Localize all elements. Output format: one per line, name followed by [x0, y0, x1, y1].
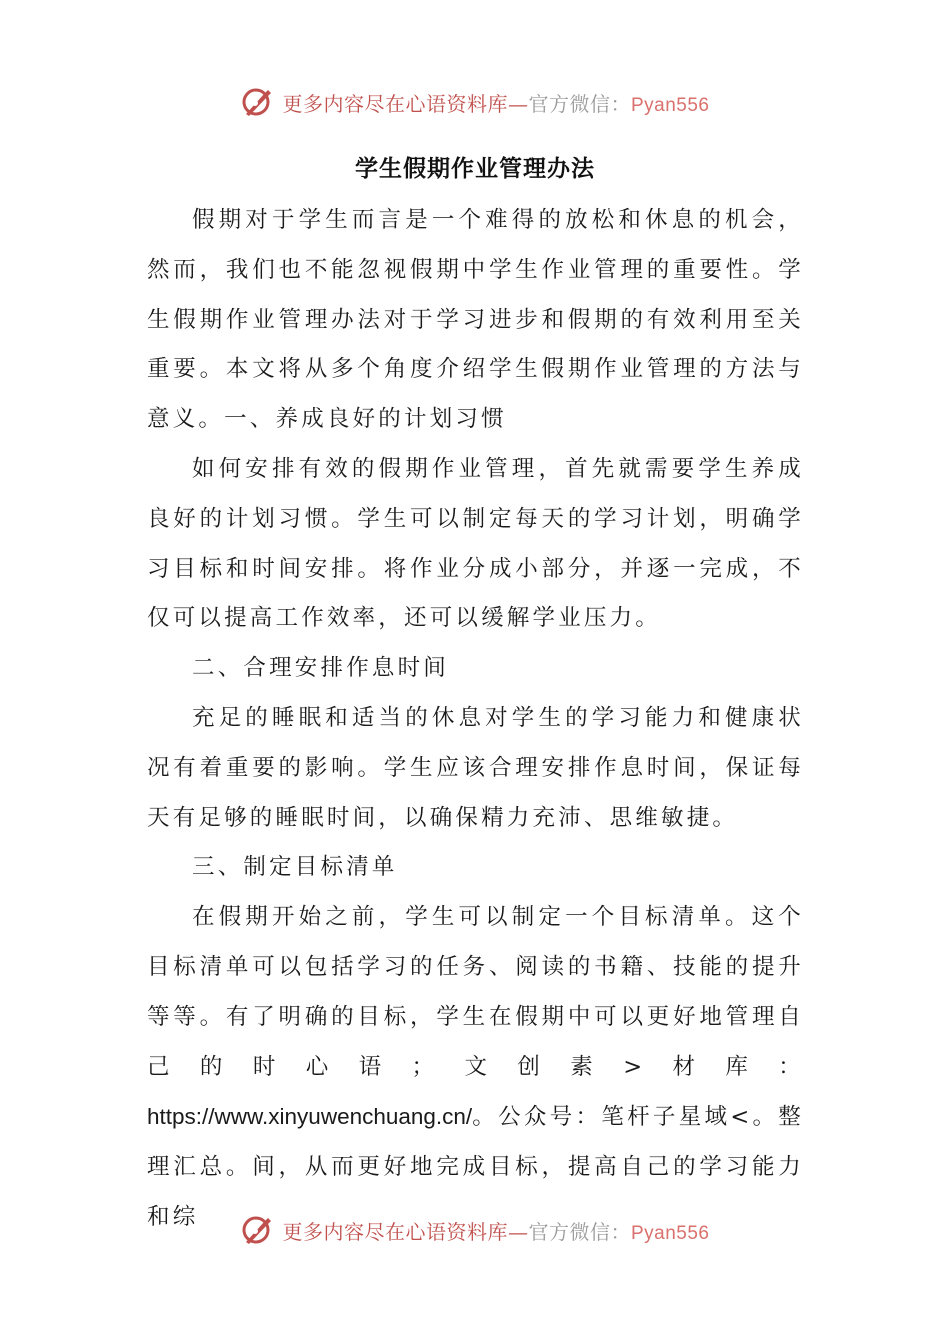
- document-body: [147, 196, 804, 1243]
- banner-wechat-label: 官方微信：: [528, 1219, 631, 1244]
- banner-separator: —: [507, 1219, 529, 1244]
- footer-banner-text: [282, 1216, 709, 1245]
- banner-title: 更多内容尽在心语资料库: [282, 1219, 508, 1244]
- banner-wechat-label: 官方微信：: [528, 91, 631, 116]
- paragraph: 如何安排有效的假期作业管理，首先就需要学生养成良好的计划习惯。学生可以制定每天的学习计划，明确学习目标和时间安排。将作业分成小部分，并逐一完成，不仅可以提高工作效率，还可以缓解学业压力。: [147, 455, 804, 632]
- paragraph-text: 。公众号：笔杆子星域<。整理汇总。间，从而更好地完成目标，提高自己的学习能力和综: [147, 1104, 804, 1230]
- paragraph: [147, 893, 804, 1243]
- paragraph: 充足的睡眠和适当的休息对学生的学习能力和健康状况有着重要的影响。学生应该合理安排作息时间，保证每天有足够的睡眠时间，以确保精力充沛、思维敏捷。: [147, 704, 804, 831]
- footer-banner: [0, 1210, 950, 1250]
- banner-wechat-id: Pyan556: [630, 94, 710, 116]
- paragraph-text: 在假期开始之前，学生可以制定一个目标清单。这个目标清单可以包括学习的任务、阅读的书籍、技能的提升等等。有了明确的目标，学生在假期中可以更好地管理自己的时心语；文创素>材库：: [147, 904, 804, 1080]
- banner-title: 更多内容尽在心语资料库: [282, 91, 508, 116]
- website-link[interactable]: https://www.xinyuwenchuang.cn/: [147, 1104, 473, 1130]
- pen-circle-logo-icon: [240, 1212, 276, 1248]
- section-heading: 二、合理安排作息时间: [192, 655, 450, 682]
- header-banner: [0, 82, 950, 122]
- pen-circle-logo-icon: [240, 84, 276, 120]
- header-banner-text: [282, 88, 709, 117]
- paragraph: 假期对于学生而言是一个难得的放松和休息的机会，然而，我们也不能忽视假期中学生作业管理的重要性。学生假期作业管理办法对于学习进步和假期的有效利用至关重要。本文将从多个角度介绍学生假期作业管理的方法与意义。一、养成良好的计划习惯: [147, 207, 804, 433]
- section-heading: 三、制定目标清单: [192, 854, 398, 881]
- banner-separator: —: [507, 91, 529, 116]
- document-title: 学生假期作业管理办法: [355, 156, 595, 182]
- banner-wechat-id: Pyan556: [630, 1222, 710, 1244]
